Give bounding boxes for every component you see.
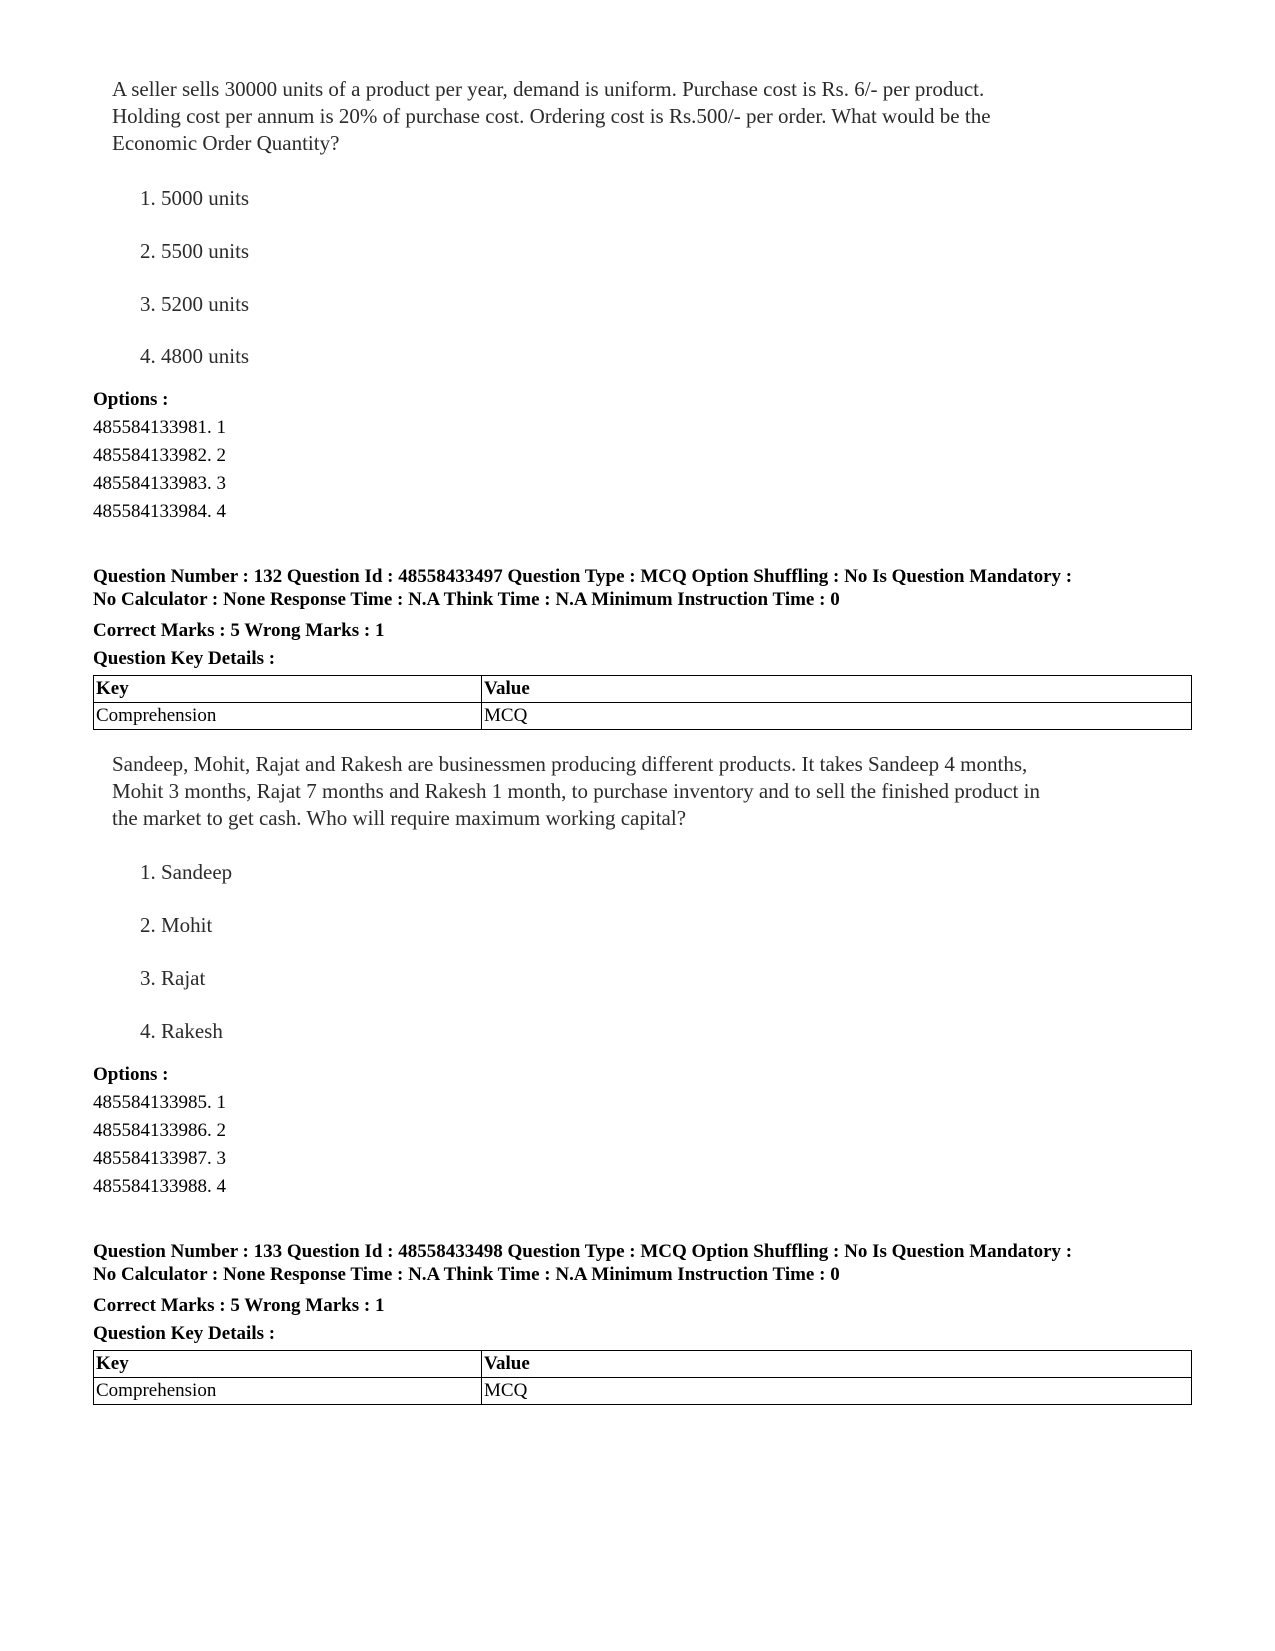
option-id: 485584133982. 2 [93, 445, 226, 466]
option-id: 485584133986. 2 [93, 1120, 226, 1141]
question-text-line: Sandeep, Mohit, Rajat and Rakesh are businessmen producing different products. It takes Sandeep 4 months, [112, 752, 1028, 776]
marks-line: Correct Marks : 5 Wrong Marks : 1 [93, 1295, 385, 1316]
question-text-line: Economic Order Quantity? [112, 131, 340, 155]
key-details-label: Question Key Details : [93, 648, 276, 669]
options-label: Options : [93, 389, 169, 410]
option-id: 485584133988. 4 [93, 1176, 226, 1197]
key-details-table [93, 1350, 1192, 1405]
question-meta-line: No Calculator : None Response Time : N.A Think Time : N.A Minimum Instruction Time : 0 [93, 589, 840, 610]
answer-choice: 4. 4800 units [140, 344, 250, 368]
question-text-line: Holding cost per annum is 20% of purchase cost. Ordering cost is Rs.500/- per order. What would be the [112, 104, 991, 128]
table-header-cell: Value [482, 676, 1192, 703]
table-header-cell: Key [94, 676, 482, 703]
table-cell: MCQ [482, 703, 1192, 730]
answer-choice: 2. 5500 units [140, 239, 250, 263]
option-id: 485584133985. 1 [93, 1092, 226, 1113]
table-cell: Comprehension [94, 703, 482, 730]
table-cell: Comprehension [94, 1378, 482, 1405]
answer-choice: 3. Rajat [140, 966, 206, 990]
table-row [94, 703, 1192, 730]
table-header-row [94, 1351, 1192, 1378]
option-id: 485584133983. 3 [93, 473, 226, 494]
marks-line: Correct Marks : 5 Wrong Marks : 1 [93, 620, 385, 641]
table-header-cell: Value [482, 1351, 1192, 1378]
table-header-row [94, 676, 1192, 703]
question-text [112, 751, 1172, 832]
question-meta-line: Question Number : 133 Question Id : 48558433498 Question Type : MCQ Option Shuffling : No Is Question Mandatory : [93, 1241, 1073, 1262]
question-text-line: the market to get cash. Who will require maximum working capital? [112, 806, 687, 830]
option-id: 485584133987. 3 [93, 1148, 226, 1169]
key-details-label: Question Key Details : [93, 1323, 276, 1344]
key-details-table [93, 675, 1192, 730]
table-header-cell: Key [94, 1351, 482, 1378]
options-label: Options : [93, 1064, 169, 1085]
answer-choice: 4. Rakesh [140, 1019, 223, 1043]
answer-choice: 1. 5000 units [140, 186, 250, 210]
option-id: 485584133981. 1 [93, 417, 226, 438]
question-text [112, 76, 1172, 157]
answer-choice: 3. 5200 units [140, 292, 250, 316]
table-cell: MCQ [482, 1378, 1192, 1405]
question-meta-line: No Calculator : None Response Time : N.A Think Time : N.A Minimum Instruction Time : 0 [93, 1264, 840, 1285]
option-id: 485584133984. 4 [93, 501, 226, 522]
answer-choice: 2. Mohit [140, 913, 213, 937]
question-meta [93, 1240, 1243, 1286]
table-row [94, 1378, 1192, 1405]
answer-choice: 1. Sandeep [140, 860, 233, 884]
question-meta [93, 565, 1243, 611]
question-meta-line: Question Number : 132 Question Id : 48558433497 Question Type : MCQ Option Shuffling : No Is Question Mandatory : [93, 566, 1073, 587]
question-text-line: Mohit 3 months, Rajat 7 months and Rakesh 1 month, to purchase inventory and to sell the finished product in [112, 779, 1040, 803]
question-text-line: A seller sells 30000 units of a product per year, demand is uniform. Purchase cost is Rs. 6/- per product. [112, 77, 985, 101]
